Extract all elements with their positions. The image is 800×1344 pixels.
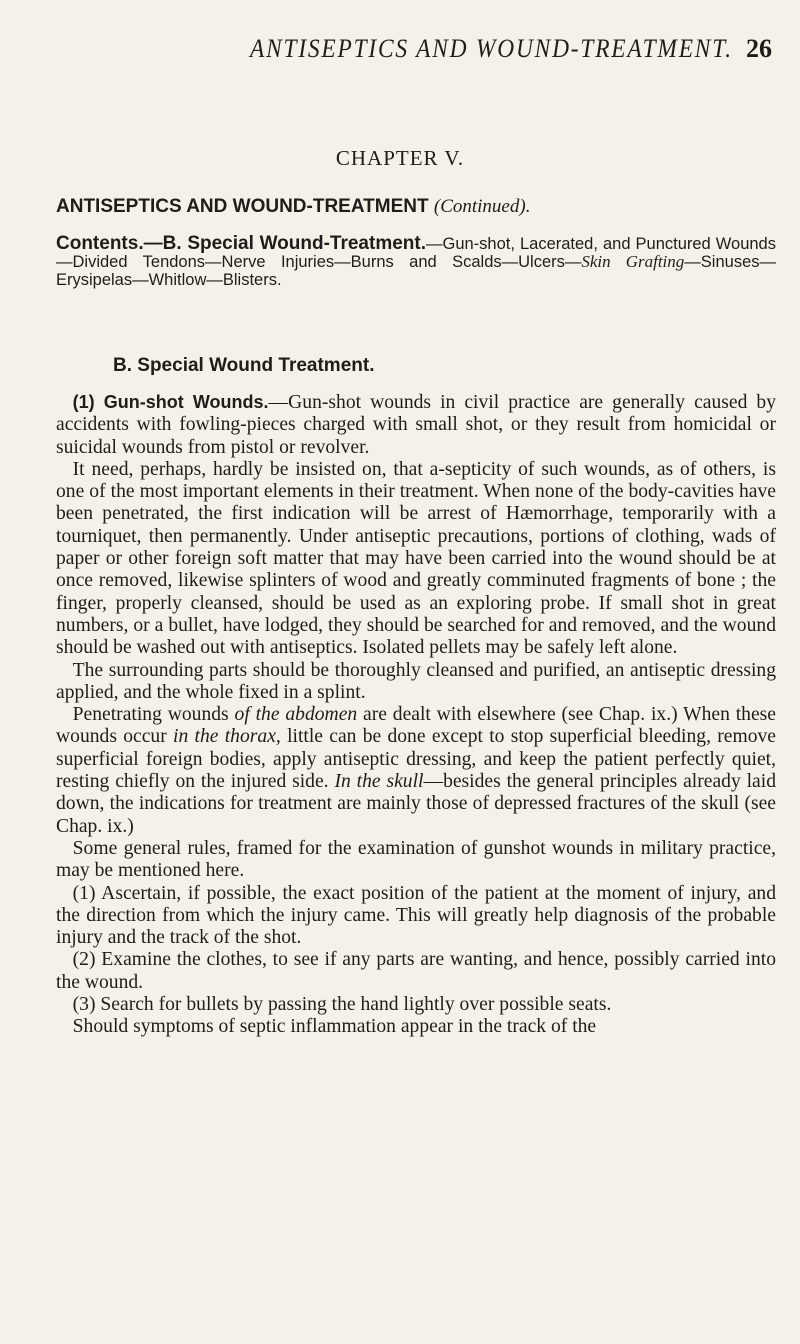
italic-text: of the abdomen <box>234 704 358 726</box>
contents-text-end: —Sinuses—Erysipelas—Whitlow—Blisters. <box>56 253 776 289</box>
subsection-heading: B. Special Wound Treatment. <box>113 355 375 376</box>
italic-text: In the skull <box>334 771 424 793</box>
paragraph-text: —besides the general principles already laid down, the indications for treatment are mainly those of depressed fractures of the skull (see Chap. ix.) <box>56 771 776 837</box>
page-number: 26 <box>746 34 772 63</box>
paragraph: Should symptoms of septic inflammation appear in the track of the <box>72 1016 597 1038</box>
paragraph: (1) Ascertain, if possible, the exact position of the patient at the moment of injury, and the direction from which the injury came. This will greatly help diagnosis of the probable injury and the track of the shot. <box>56 882 776 949</box>
italic-text: in the thorax, <box>173 726 281 748</box>
paragraph-text: are dealt with elsewhere (see Chap. ix.) When these wounds occur <box>56 704 776 748</box>
paragraph-text: little can be done except to stop superficial bleeding, remove superficial foreign bodies, apply antiseptic dressing, and keep the patient perfectly quiet, resting chiefly on the injured side. <box>56 726 777 793</box>
section-heading <box>56 196 776 218</box>
chapter-contents <box>56 235 776 289</box>
running-head <box>250 34 780 74</box>
contents-italic: Skin Grafting <box>581 252 685 271</box>
paragraph: The surrounding parts should be thoroughly cleansed and purified, an antiseptic dressing applied, and the whole fixed in a splint. <box>56 659 776 703</box>
chapter-heading: CHAPTER V. <box>335 146 465 170</box>
contents-text: —Gun-shot, Lacerated, and Punctured Wounds—Divided Tendons—Nerve Injuries—Burns and Scalds—Ulcers— <box>56 235 776 271</box>
paragraph-text: —Gun-shot wounds in civil practice are generally caused by accidents with fowling-pieces charged with small shot, or they result from homicidal or suicidal wounds from pistol or revolver. <box>56 392 776 458</box>
running-title: ANTISEPTICS AND WOUND-TREATMENT. <box>250 34 733 63</box>
paragraph <box>56 391 776 459</box>
contents-lead: Contents.—B. Special Wound-Treatment. <box>56 233 426 254</box>
continued-note: (Continued). <box>433 196 531 217</box>
paragraph: (2) Examine the clothes, to see if any parts are wanting, and hence, possibly carried into the wound. <box>56 949 776 993</box>
body-text <box>56 391 776 1039</box>
paragraph-title: (1) Gun-shot Wounds. <box>72 392 269 412</box>
paragraph-text: Penetrating wounds <box>72 704 235 726</box>
paragraph: Some general rules, framed for the examination of gunshot wounds in military practice, may be mentioned here. <box>56 837 776 882</box>
paragraph: (3) Search for bullets by passing the hand lightly over possible seats. <box>72 994 612 1016</box>
paragraph <box>56 704 776 838</box>
section-title: ANTISEPTICS AND WOUND-TREATMENT <box>56 196 429 217</box>
paragraph: It need, perhaps, hardly be insisted on, that a-septicity of such wounds, as of others, is one of the most important elements in their treatment. When none of the body-cavities have been penetrated, the first indication will be arrest of Hæmorrhage, temporarily with a tourniquet, then permanently. Under antiseptic precautions, portions of clothing, wads of paper or other foreign soft matter that may have been carried into the wound should be at once removed, likewise splinters of wood and greatly comminuted fragments of bone ; the finger, properly cleansed, should be used as an exploring probe. If small shot in great numbers, or a bullet, have lodged, they should be searched for and removed, and the wound should be washed out with antiseptics. Isolated pellets may be safely left alone. <box>56 458 776 659</box>
